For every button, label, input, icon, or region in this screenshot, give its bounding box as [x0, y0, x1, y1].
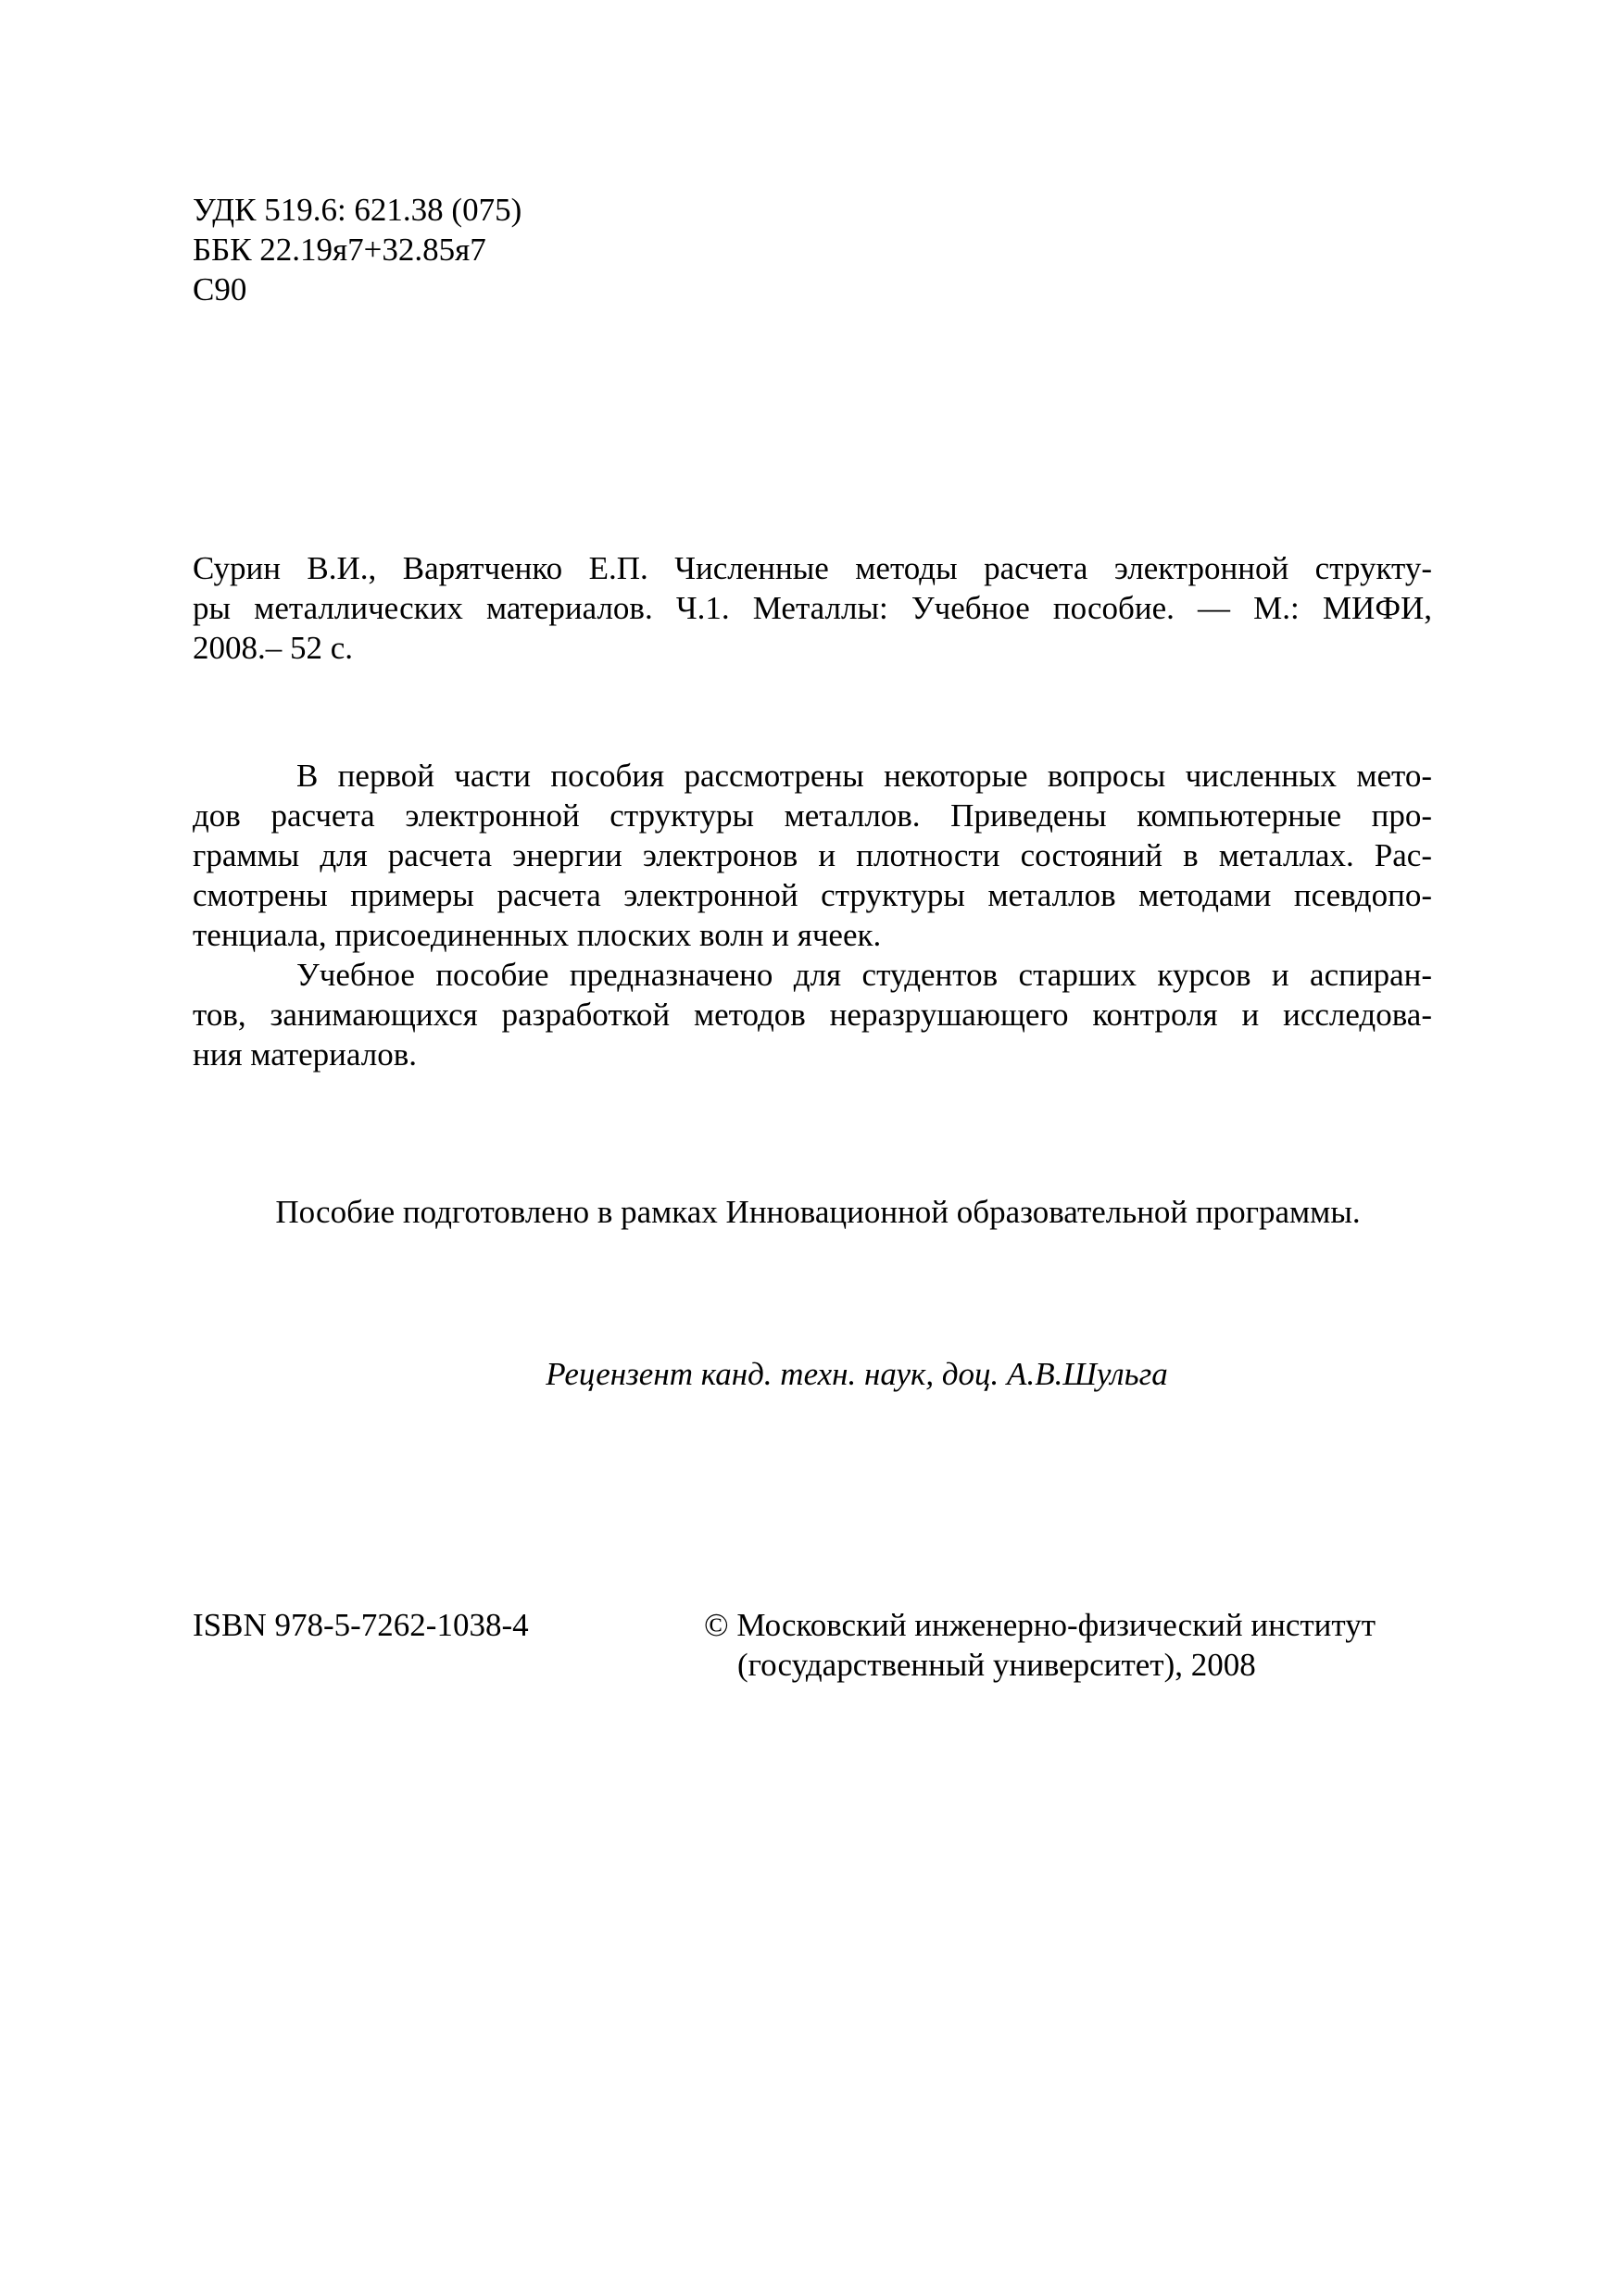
citation-line: 2008.– 52 с. — [193, 630, 354, 666]
abstract — [193, 756, 1432, 1074]
program-note: Пособие подготовлено в рамках Инновационной образовательной программы. — [275, 1194, 1361, 1230]
citation-line: Сурин В.И., Варятченко Е.П. Численные методы расчета электронной структу- — [193, 550, 1432, 586]
isbn: ISBN 978-5-7262-1038-4 — [193, 1607, 529, 1643]
citation-line: ры металлических материалов. Ч.1. Металлы: Учебное пособие. — М.: МИФИ, — [193, 590, 1432, 626]
abstract-line: граммы для расчета энергии электронов и плотности состояний в металлах. Рас- — [193, 837, 1432, 873]
abstract-line: тенциала, присоединенных плоских волн и ячеек. — [193, 917, 882, 953]
copyright-line: (государственный университет), 2008 — [737, 1647, 1256, 1683]
abstract-line: смотрены примеры расчета электронной структуры металлов методами псевдопо- — [193, 877, 1432, 913]
copyright — [704, 1605, 1376, 1685]
abstract-line: ния материалов. — [193, 1036, 417, 1073]
author-mark: С90 — [193, 271, 247, 307]
udk-code: УДК 519.6: 621.38 (075) — [193, 192, 522, 228]
bibliographic-citation — [193, 548, 1432, 668]
abstract-line: дов расчета электронной структуры металлов. Приведены компьютерные про- — [193, 797, 1432, 834]
abstract-line: тов, занимающихся разработкой методов неразрушающего контроля и исследова- — [193, 997, 1432, 1033]
abstract-line: В первой части пособия рассмотрены некоторые вопросы численных мето- — [296, 758, 1432, 794]
copyright-line: © Московский инженерно-физический институт — [704, 1607, 1376, 1643]
bbk-code: ББК 22.19я7+32.85я7 — [193, 232, 486, 268]
classification-codes — [193, 190, 521, 309]
abstract-line: Учебное пособие предназначено для студентов старших курсов и аспиран- — [296, 957, 1432, 993]
reviewer: Рецензент канд. техн. наук, доц. А.В.Шульга — [546, 1356, 1168, 1392]
